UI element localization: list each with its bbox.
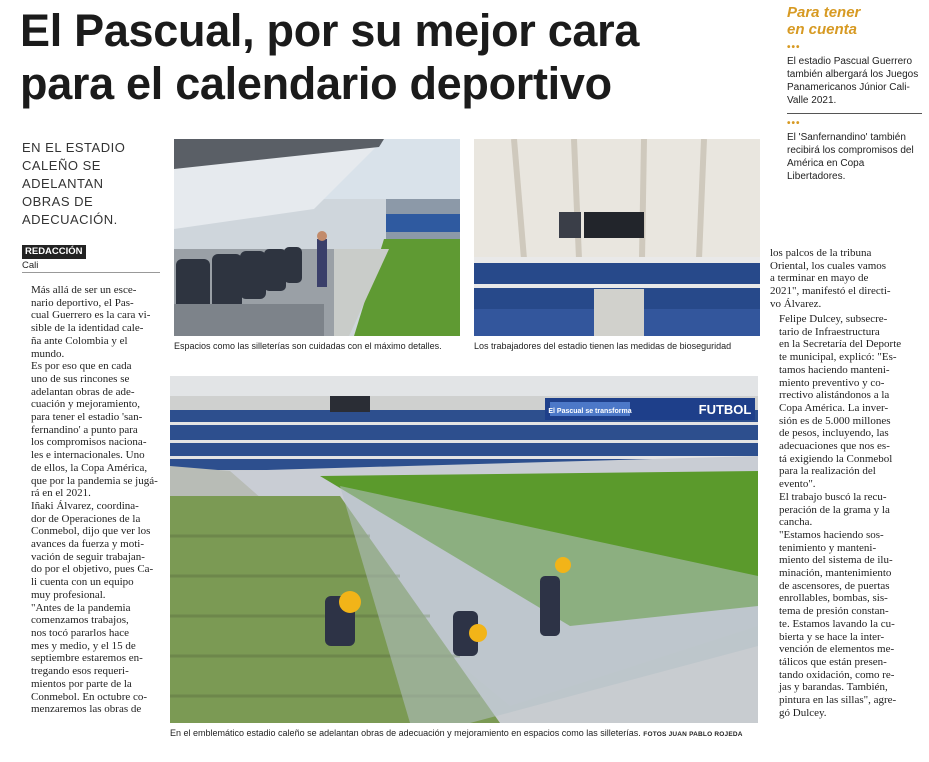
text-line: Iñaki Álvarez, coordina-: [31, 499, 139, 512]
text-line: tema de presión constan-: [779, 605, 889, 618]
sidebar-title-line-2: en cuenta: [787, 21, 858, 38]
text-line: de ellos, la Copa América,: [31, 461, 148, 474]
text-line: te. Estamos lavando la cu-: [779, 617, 895, 630]
kicker: [22, 139, 162, 229]
text-line: ña ante Colombia y el: [31, 334, 128, 347]
text-line: evento".: [779, 478, 816, 491]
text-line: comenzamos trabajos,: [31, 614, 129, 627]
text-line: Conmebol, dijo que ver los: [31, 525, 151, 538]
sidebar-divider: [787, 113, 922, 114]
sidebar-item-libertadores: El 'Sanfernandino' también recibirá los compromisos del América en Copa Libertadores.: [787, 132, 914, 182]
text-line: de ascensores, de puertas: [779, 579, 890, 592]
photo-stadium-stands-image: [474, 139, 760, 336]
text-line: vo Álvarez.: [770, 297, 822, 310]
sidebar-para-tener-en-cuenta: [787, 4, 922, 183]
text-line: mundo.: [31, 347, 65, 360]
text-line: 2021", manifestó el directi-: [770, 285, 891, 298]
text-line: avances da fuerza y moti-: [31, 538, 144, 551]
text-line: muy profesional.: [31, 588, 106, 601]
kicker-line: ADELANTAN: [22, 176, 104, 191]
text-line: en la Secretaría del Deporte: [779, 338, 902, 351]
text-line: Es por eso que en cada: [31, 360, 132, 373]
text-line: do por el objetivo, pues Ca-: [31, 563, 154, 576]
sidebar-title: [787, 4, 922, 38]
text-line: enrollables, bombas, sis-: [779, 592, 888, 605]
photo-stadium-seating: [174, 139, 460, 336]
text-line: sible de la identidad cale-: [31, 322, 144, 335]
text-line: adelantan obras de ade-: [31, 385, 135, 398]
text-line: te municipal, explicó: "Es-: [779, 351, 897, 364]
headline: [20, 4, 760, 110]
text-line: Conmebol. En octubre co-: [31, 690, 148, 703]
text-line: "Antes de la pandemia: [31, 601, 131, 614]
text-line: "Estamos haciendo sos-: [779, 528, 884, 541]
bullet-dots: •••: [787, 42, 801, 53]
text-line: a terminar en mayo de: [770, 272, 869, 285]
paragraph: [22, 500, 159, 602]
text-line: tario de Infraestructura: [779, 325, 880, 338]
text-line: fernandino' a punto para: [31, 423, 138, 436]
text-line: miento preventivo y co-: [779, 376, 885, 389]
text-line: jas y barandas. También,: [779, 681, 888, 694]
text-line: nos tocó pararlos hace: [31, 626, 130, 639]
text-line: de pesos, incluyendo, las: [779, 427, 889, 440]
text-line: minación, mantenimiento: [779, 567, 892, 580]
text-line: miento del sistema de ilu-: [779, 554, 893, 567]
article-column-3: [770, 313, 908, 720]
photo-stadium-seating-image: [174, 139, 460, 336]
text-line: cancha.: [779, 516, 813, 529]
text-line: El trabajo buscó la recu-: [779, 490, 887, 503]
byline-section: REDACCIÓN: [22, 245, 86, 259]
text-line: adecuaciones que nos es-: [779, 440, 890, 453]
text-line: para la realización del: [779, 465, 876, 478]
text-line: tamos haciendo manteni-: [779, 363, 890, 376]
text-line: tregando esos requeri-: [31, 665, 129, 678]
text-line: Felipe Dulcey, subsecre-: [779, 313, 888, 325]
text-line: cual Guerrero es la cara vi-: [31, 309, 151, 322]
text-line: que por la pandemia se jugá-: [31, 474, 158, 487]
paragraph: [770, 491, 908, 529]
byline-divider: [22, 272, 160, 273]
text-line: nario deportivo, el Pas-: [31, 296, 134, 309]
text-line: bierta y se hace la inter-: [779, 630, 885, 643]
photo-stadium-workers-image: [170, 376, 758, 723]
photo-credit: FOTOS JUAN PABLO ROJEDA: [643, 731, 743, 738]
text-line: vación de seguir trabajan-: [31, 550, 145, 563]
kicker-line: ADECUACIÓN.: [22, 212, 118, 227]
text-line: li cuenta con un equipo: [31, 576, 134, 589]
caption-photo-main: [170, 728, 743, 740]
paragraph: [22, 284, 159, 360]
text-line: los compromisos naciona-: [31, 436, 147, 449]
article-column-1: [22, 284, 159, 716]
text-line: rrectivo alistándonos a la: [779, 389, 890, 402]
text-line: Oriental, los cuales vamos: [770, 259, 887, 272]
text-line: menzaremos las obras de: [31, 703, 142, 716]
text-line: vención de elementos me-: [779, 643, 895, 656]
text-line: Copa América. La inver-: [779, 401, 889, 414]
text-line: gó Dulcey.: [779, 706, 827, 719]
text-line: septiembre estaremos en-: [31, 652, 143, 665]
paragraph: [22, 360, 159, 500]
text-line: rá en el 2021.: [31, 487, 91, 500]
text-line: les e internacionales. Uno: [31, 449, 145, 462]
byline-city: Cali: [22, 260, 39, 271]
banner-right-text: FUTBOL: [698, 402, 752, 417]
kicker-line: OBRAS DE: [22, 194, 94, 209]
caption-photo-stands: Los trabajadores del estadio tienen las medidas de bioseguridad: [474, 341, 732, 351]
photo-stadium-workers: [170, 376, 758, 723]
bullet-dots: •••: [787, 118, 801, 129]
text-line: dor de Operaciones de la: [31, 512, 141, 525]
text-line: Más allá de ser un esce-: [31, 284, 137, 296]
photo-stadium-stands: [474, 139, 760, 336]
text-line: los palcos de la tribuna: [770, 247, 872, 259]
sidebar-title-line-1: Para tener: [787, 4, 861, 21]
text-line: sión es de 5.000 millones: [779, 414, 891, 427]
text-line: mientos por parte de la: [31, 677, 132, 690]
kicker-line: EN EL ESTADIO: [22, 140, 126, 155]
paragraph: [770, 247, 908, 311]
article-column-3-continuation: [770, 247, 908, 311]
paragraph: [22, 602, 159, 716]
text-line: tá exigiendo la Conmebol: [779, 452, 893, 465]
text-line: uno de sus rincones se: [31, 372, 130, 385]
text-line: para tener el estadio 'san-: [31, 411, 143, 424]
text-line: tálicos que están presen-: [779, 655, 887, 668]
banner-left-text: El Pascual se transforma: [548, 408, 632, 415]
paragraph: [770, 529, 908, 720]
text-line: tenimiento y manteni-: [779, 541, 877, 554]
sidebar-item-juegos: El estadio Pascual Guerrero también albergará los Juegos Panamericanos Júnior Cali-Valle 2021.: [787, 56, 919, 106]
caption-photo-seating: Espacios como las silleterías son cuidadas con el máximo detalles.: [174, 341, 442, 351]
text-line: peración de la grama y la: [779, 503, 890, 516]
text-line: cuación y mejoramiento,: [31, 398, 141, 411]
headline-line-1: El Pascual, por su mejor cara: [20, 5, 640, 56]
paragraph: [770, 313, 908, 491]
text-line: mes y medio, y el 15 de: [31, 639, 136, 652]
caption-photo-main-text: En el emblemático estadio caleño se adelantan obras de adecuación y mejoramiento en espacios como las silleterías.: [170, 728, 641, 738]
headline-line-2: para el calendario deportivo: [20, 58, 612, 109]
text-line: pintura en las sillas", agre-: [779, 694, 897, 707]
text-line: tando oxidación, como re-: [779, 668, 895, 681]
kicker-line: CALEÑO SE: [22, 158, 101, 173]
